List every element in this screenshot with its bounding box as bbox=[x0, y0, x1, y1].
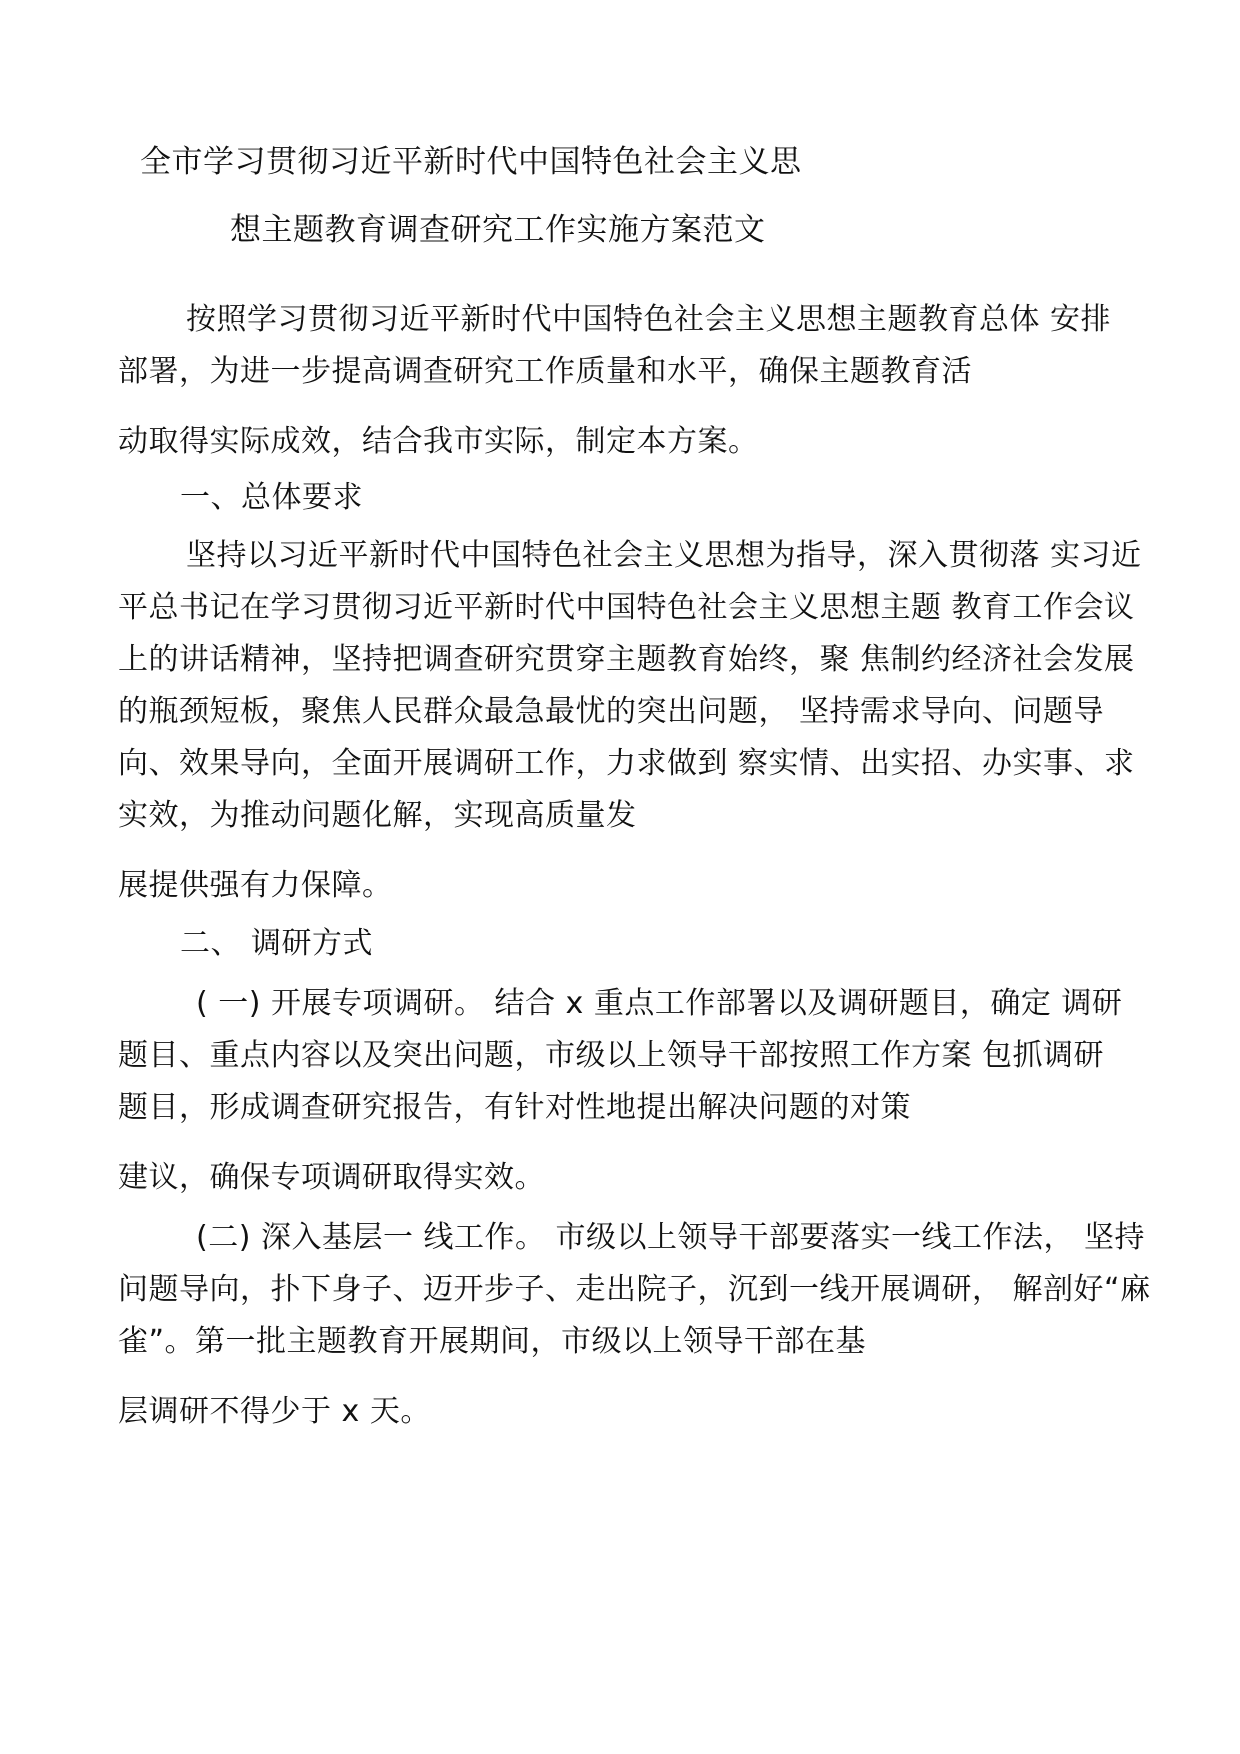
sub2-line-3: 雀”。第一批主题教育开展期间，市级以上领导干部在基 bbox=[118, 1324, 867, 1359]
document-title-line-2: 想主题教育调查研究工作实施方案范文 bbox=[230, 212, 766, 248]
section1-line-4: 的瓶颈短板，聚焦人民群众最急最忧的突出问题， 坚持需求导向、问题导 bbox=[118, 694, 1105, 729]
section-heading-research-methods: 二、 调研方式 bbox=[180, 926, 374, 961]
sub1-line-3: 题目，形成调查研究报告，有针对性地提出解决问题的对策 bbox=[118, 1090, 911, 1125]
section-heading-general-requirements: 一、总体要求 bbox=[180, 480, 363, 515]
section1-line-6: 实效，为推动问题化解，实现高质量发 bbox=[118, 798, 637, 833]
sub1-line-4: 建议，确保专项调研取得实效。 bbox=[118, 1160, 545, 1195]
section1-line-2: 平总书记在学习贯彻习近平新时代中国特色社会主义思想主题 教育工作会议 bbox=[118, 590, 1135, 625]
document-title-line-1: 全市学习贯彻习近平新时代中国特色社会主义思 bbox=[140, 144, 802, 180]
intro-line-3: 动取得实际成效，结合我市实际，制定本方案。 bbox=[118, 424, 759, 459]
intro-line-2: 部署，为进一步提高调查研究工作质量和水平，确保主题教育活 bbox=[118, 354, 972, 389]
sub1-line-1: ( 一) 开展专项调研。 结合 x 重点工作部署以及调研题目，确定 调研 bbox=[196, 986, 1123, 1021]
sub2-line-1: (二) 深入基层一 线工作。 市级以上领导干部要落实一线工作法， 坚持 bbox=[196, 1220, 1146, 1255]
section1-line-1: 坚持以习近平新时代中国特色社会主义思想为指导，深入贯彻落 实习近 bbox=[186, 538, 1142, 573]
section1-line-5: 向、效果导向，全面开展调研工作，力求做到 察实情、出实招、办实事、求 bbox=[118, 746, 1135, 781]
sub2-line-2: 问题导向，扑下身子、迈开步子、走出院子，沉到一线开展调研， 解剖好“麻 bbox=[118, 1272, 1151, 1307]
sub2-line-4: 层调研不得少于 x 天。 bbox=[118, 1394, 431, 1429]
section1-line-3: 上的讲话精神，坚持把调查研究贯穿主题教育始终，聚 焦制约经济社会发展 bbox=[118, 642, 1135, 677]
section1-line-7: 展提供强有力保障。 bbox=[118, 868, 393, 903]
sub1-line-2: 题目、重点内容以及突出问题，市级以上领导干部按照工作方案 包抓调研 bbox=[118, 1038, 1105, 1073]
intro-line-1: 按照学习贯彻习近平新时代中国特色社会主义思想主题教育总体 安排 bbox=[186, 302, 1112, 337]
